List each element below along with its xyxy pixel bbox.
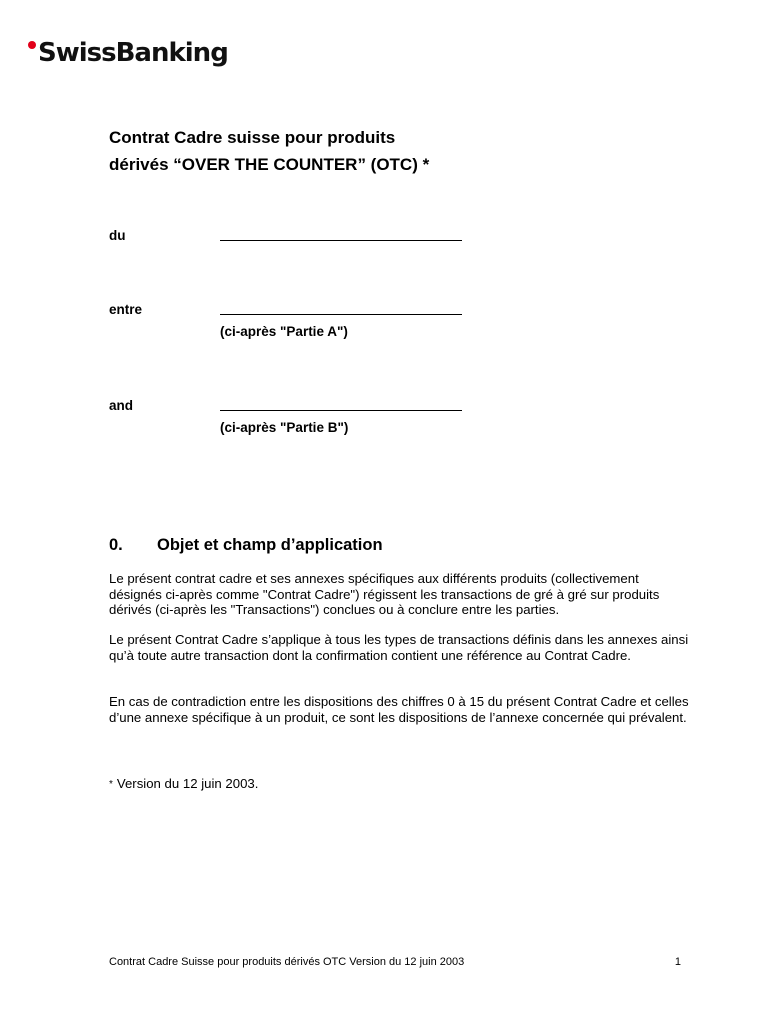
- party-b-note: (ci-après "Partie B"): [220, 420, 349, 435]
- party-a-label: entre: [109, 302, 143, 317]
- page-number: 1: [674, 956, 681, 968]
- section-heading: [109, 536, 383, 555]
- date-label: du: [109, 228, 126, 243]
- date-blank-line: [220, 240, 462, 241]
- footer-text: Contrat Cadre Suisse pour produits dérivés OTC Version du 12 juin 2003: [109, 956, 465, 968]
- section-paragraph: Le présent Contrat Cadre s’applique à tous les types de transactions définis dans les annexes ainsi qu’à toute autre transaction dont la confirmation contient une référence au Contrat Cadre.: [109, 632, 689, 663]
- party-b-blank-line: [220, 410, 462, 411]
- document-title: [109, 124, 429, 178]
- footnote-mark: *: [109, 779, 113, 790]
- section-title: Objet et champ d’application: [157, 536, 383, 554]
- section-paragraph: En cas de contradiction entre les dispositions des chiffres 0 à 15 du présent Contrat Cadre et celles d’une annexe spécifique à un produit, ce sont les dispositions de l’annexe concernée qui prévalent.: [109, 694, 689, 725]
- title-line-1: Contrat Cadre suisse pour produits: [109, 128, 396, 147]
- logo-text: SwissBanking: [38, 38, 228, 68]
- section-paragraph: Le présent contrat cadre et ses annexes spécifiques aux différents produits (collectivement désignés ci-après comme "Contrat Cadre") régissent les transactions de gré à gré sur produits dérivés (ci-après les "Transactions") conclues ou à conclure entre les parties.: [109, 571, 660, 618]
- footnote: [109, 776, 258, 791]
- section-number: 0.: [109, 536, 123, 554]
- party-a-blank-line: [220, 314, 462, 315]
- footnote-text: Version du 12 juin 2003.: [116, 776, 259, 791]
- swissbanking-logo: [28, 36, 228, 70]
- logo-dot-icon: [28, 41, 36, 49]
- title-line-2: dérivés “OVER THE COUNTER” (OTC) *: [109, 155, 430, 174]
- page-footer: [109, 956, 681, 968]
- party-a-note: (ci-après "Partie A"): [220, 324, 348, 339]
- party-b-label: and: [109, 398, 134, 413]
